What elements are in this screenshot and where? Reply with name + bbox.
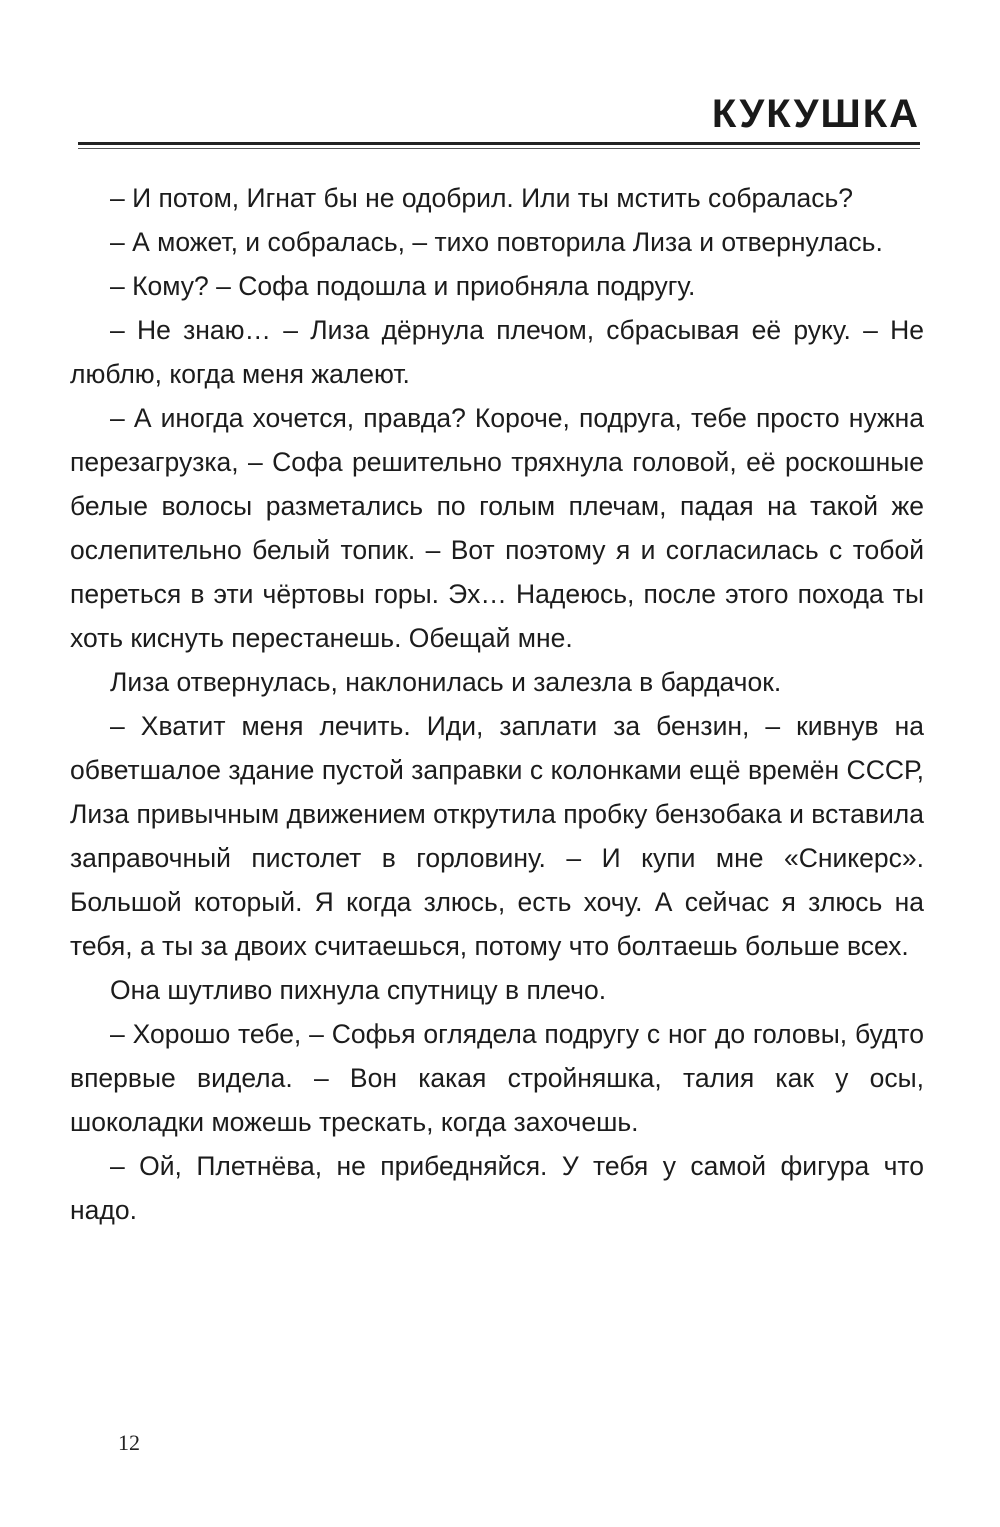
body-text xyxy=(70,176,924,1232)
running-head xyxy=(78,88,920,152)
paragraph: – А иногда хочется, правда? Короче, подруга, тебе просто нужна перезагрузка, – Софа решительно тряхнула головой, её роскошные белые волосы разметались по голым плечам, падая на такой же ослепительно белый топик. – Вот поэтому я и согласилась с тобой переться в эти чёртовы горы. Эх… Надеюсь, после этого похода ты хоть киснуть перестанешь. Обещай мне. xyxy=(70,403,924,653)
header-rule xyxy=(78,142,920,145)
paragraph: Она шутливо пихнула спутницу в плечо. xyxy=(110,975,607,1005)
paragraph: – Ой, Плетнёва, не прибедняйся. У тебя у самой фигура что надо. xyxy=(70,1151,924,1225)
paragraph: – И потом, Игнат бы не одобрил. Или ты мстить собралась? xyxy=(110,183,853,213)
paragraph: – Не знаю… – Лиза дёрнула плечом, сбрасывая её руку. – Не люблю, когда меня жалеют. xyxy=(70,315,924,389)
running-title: КУКУШКА xyxy=(711,92,920,136)
paragraph: – Хорошо тебе, – Софья оглядела подругу с ног до головы, будто впервые видела. – Вон какая стройняшка, талия как у осы, шоколадки можешь трескать, когда захочешь. xyxy=(70,1019,924,1137)
paragraph: – А может, и собралась, – тихо повторила Лиза и отвернулась. xyxy=(110,227,883,257)
header-rule-thin xyxy=(78,148,920,149)
paragraph: – Кому? – Софа подошла и приобняла подругу. xyxy=(110,271,696,301)
paragraph: Лиза отвернулась, наклонилась и залезла в бардачок. xyxy=(110,667,782,697)
page-number: 12 xyxy=(118,1430,140,1455)
paragraph: – Хватит меня лечить. Иди, заплати за бензин, – кивнув на обветшалое здание пустой заправки с колонками ещё времён СССР, Лиза привычным движением открутила пробку бензобака и вставила заправочный пистолет в горловину. – И купи мне «Сникерс». Большой который. Я когда злюсь, есть хочу. А сейчас я злюсь на тебя, а ты за двоих считаешься, потому что болтаешь больше всех. xyxy=(70,711,924,961)
